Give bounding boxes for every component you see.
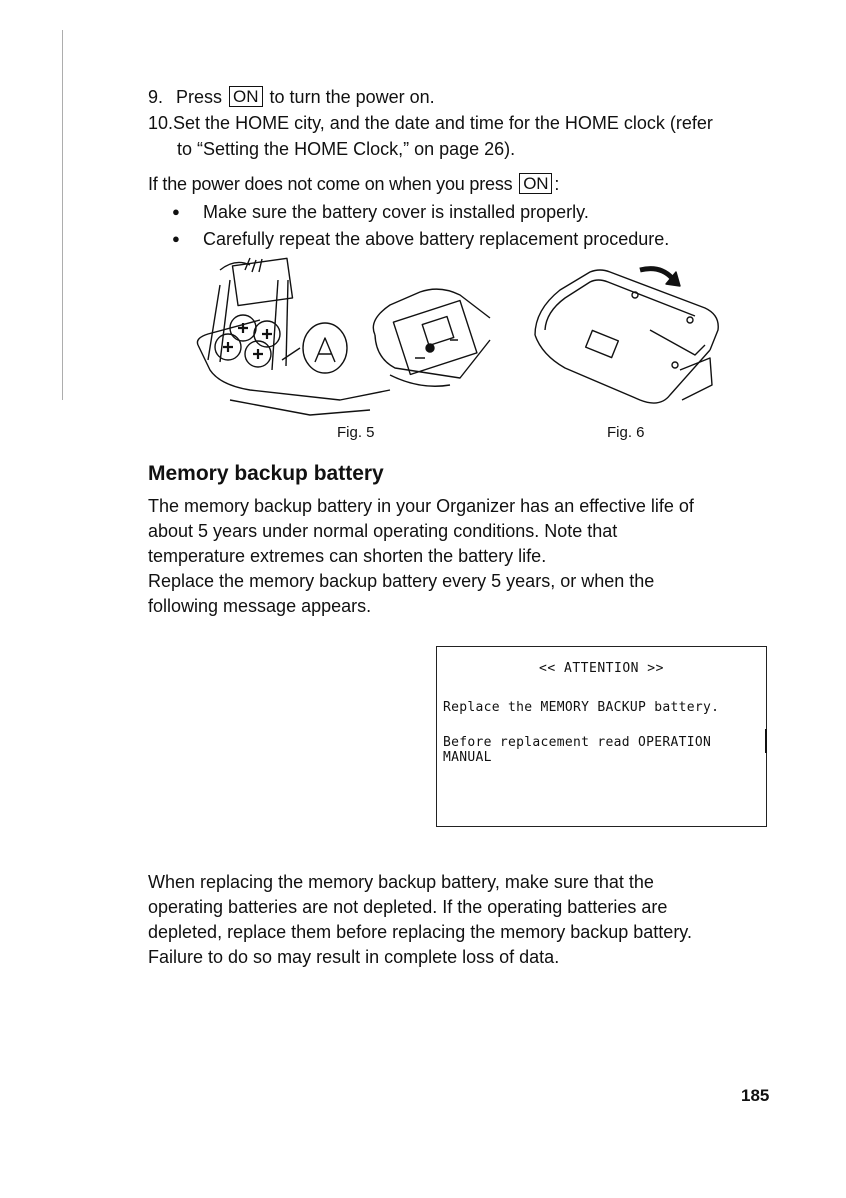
lcd-message-line-2: Before replacement read OPERATION MANUAL [443, 735, 712, 765]
paragraph-line: The memory backup battery in your Organizer has an effective life of [148, 496, 694, 516]
step-10-line-2: to “Setting the HOME Clock,” on page 26). [177, 139, 516, 159]
page-number: 185 [741, 1086, 770, 1105]
lcd-cursor [765, 729, 767, 753]
binding-edge [62, 30, 63, 400]
bullet-text: Make sure the battery cover is installed properly. [203, 202, 589, 222]
step-10-number: 10. [148, 113, 174, 133]
lcd-attention-screen [436, 646, 767, 827]
battery-replacement-illustration [190, 250, 760, 420]
bullet-icon: ● [172, 204, 180, 219]
paragraph-line: depleted, replace them before replacing the memory backup battery. [148, 922, 692, 942]
paragraph-line: Replace the memory backup battery every 5 years, or when the [148, 571, 655, 591]
on-key: ON [519, 173, 552, 194]
power-note-post: : [554, 174, 560, 194]
step-9-post: to turn the power on. [269, 87, 435, 107]
lcd-message-line-1: Replace the MEMORY BACKUP battery. [443, 700, 720, 715]
step-9 [148, 84, 435, 111]
bullet-item [172, 225, 669, 253]
paragraph-line: operating batteries are not depleted. If the operating batteries are [148, 897, 668, 917]
paragraph-battery-life [148, 494, 788, 619]
fig6-device-illustration [535, 270, 718, 403]
step-10 [148, 110, 713, 137]
bullet-item [172, 198, 589, 226]
paragraph-line: about 5 years under normal operating conditions. Note that [148, 521, 618, 541]
fig-5-caption: Fig. 5 [337, 424, 375, 441]
power-note [148, 171, 559, 198]
power-note-pre: If the power does not come on when you press [148, 174, 513, 194]
paragraph-line: Failure to do so may result in complete loss of data. [148, 947, 560, 967]
bullet-icon: ● [172, 231, 180, 246]
fig5-left-device-illustration [197, 258, 390, 415]
paragraph-line: temperature extremes can shorten the battery life. [148, 546, 547, 566]
step-9-number: 9. [148, 87, 164, 107]
paragraph-line: When replacing the memory backup battery, make sure that the [148, 872, 654, 892]
step-10-line-1: Set the HOME city, and the date and time for the HOME clock (refer [173, 113, 713, 133]
fig5-right-device-illustration [373, 289, 490, 386]
bullet-text: Carefully repeat the above battery replacement procedure. [203, 229, 670, 249]
paragraph-replacement-warning [148, 870, 788, 970]
section-heading: Memory backup battery [148, 462, 384, 485]
fig-6-caption: Fig. 6 [607, 424, 645, 441]
lcd-attention-title: << ATTENTION >> [539, 661, 664, 676]
curved-arrow-icon [640, 269, 680, 286]
on-key: ON [229, 86, 263, 107]
paragraph-line: following message appears. [148, 596, 372, 616]
step-9-pre: Press [176, 87, 223, 107]
